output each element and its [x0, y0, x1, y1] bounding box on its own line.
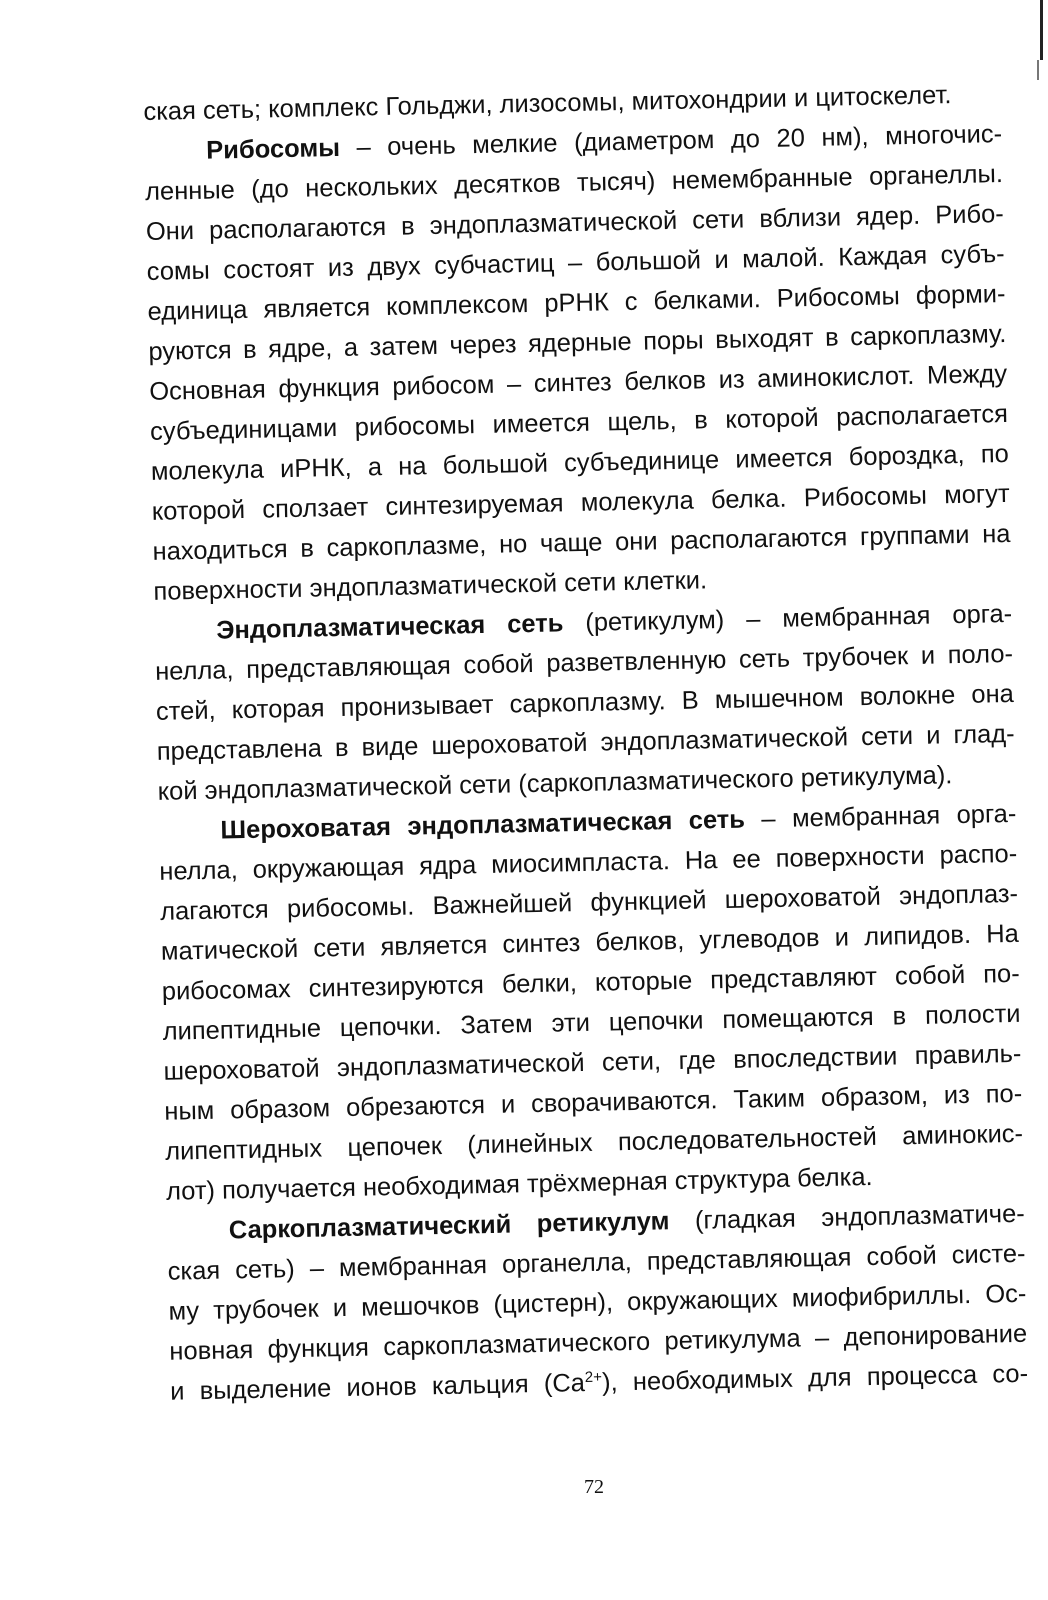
line-text: липептидные цепочки. Затем эти цепочки помещаются в полости	[162, 999, 1021, 1046]
line-text: молекула иРНК, а на большой субъединице имеется бороздка, по	[150, 439, 1010, 486]
scan-edge-mark	[1040, 0, 1043, 60]
final-line-text: и выделение ионов кальция (Ca	[169, 1369, 586, 1406]
line-text: матической сети является синтез белков, углеводов и липидов. На	[160, 919, 1020, 966]
line-text: Основная функция рибосом – синтез белков из аминокислот. Между	[148, 359, 1008, 406]
line-text: му трубочек и мешочков (цистерн), окружающих миофибриллы. Ос-	[168, 1279, 1027, 1326]
line-text: поверхности эндоплазматической сети клетки.	[153, 566, 708, 606]
line-text: ская сеть) – мембранная органелла, представляющая собой систе-	[167, 1239, 1026, 1286]
superscript-charge: 2+	[584, 1368, 603, 1387]
page-number: 72	[584, 1476, 604, 1498]
line-text: – мембранная орга-	[744, 799, 1017, 834]
line-text: единица является комплексом рРНК с белками. Рибосомы форми-	[147, 279, 1006, 326]
line-text: которой сползает синтезируемая молекула белка. Рибосомы могут	[151, 479, 1010, 526]
line-text: ным образом обрезаются и сворачиваются. Таким образом, из по-	[164, 1079, 1023, 1126]
line-text: сомы состоят из двух субчастиц – большой и малой. Каждая субъ-	[146, 239, 1005, 286]
line-text: руются в ядре, а затем через ядерные поры выходят в саркоплазму.	[148, 319, 1007, 366]
line-text: представлена в виде шероховатой эндоплазматической сети и глад-	[156, 719, 1015, 766]
scan-edge-mark	[1037, 60, 1039, 80]
bold-term: Саркоплазматический ретикулум	[228, 1207, 670, 1245]
line-text: шероховатой эндоплазматической сети, где впоследствии правиль-	[163, 1039, 1022, 1086]
line-text: ская сеть; комплекс Гольджи, лизосомы, митохондрии и цитоскелет.	[143, 81, 952, 126]
final-line-tail: ), необходимых для процесса со-	[601, 1359, 1029, 1397]
line-text: Они располагаются в эндоплазматической сети вблизи ядер. Рибо-	[145, 200, 1005, 246]
line-text: нелла, представляющая собой разветвленную сеть трубочек и поло-	[154, 639, 1014, 686]
line-text: лагаются рибосомы. Важнейшей функцией шероховатой эндоплаз-	[159, 879, 1019, 926]
bold-term: Эндоплазматическая сеть	[216, 609, 564, 645]
line-text: (гладкая эндоплазматиче-	[669, 1199, 1025, 1236]
line-text: (ретикулум) – мембранная орга-	[563, 599, 1013, 638]
line-text: стей, которая пронизывает саркоплазму. В мышечном волокне она	[155, 679, 1015, 726]
bold-term: Шероховатая эндоплазматическая сеть	[220, 805, 746, 845]
line-text: кой эндоплазматической сети (саркоплазматического ретикулума).	[157, 761, 953, 806]
line-text: липептидных цепочек (линейных последовательностей аминокис-	[164, 1119, 1024, 1166]
line-text: нелла, окружающая ядра миосимпласта. На ее поверхности распо-	[159, 839, 1018, 886]
body-text	[143, 74, 1028, 1412]
line-text: – очень мелкие (диаметром до 20 нм), многочис-	[339, 120, 1003, 162]
line-text: рибосомах синтезируются белки, которые представляют собой по-	[161, 959, 1020, 1006]
bold-term: Рибосомы	[205, 133, 341, 165]
line-text: находиться в саркоплазме, но чаще они располагаются группами на	[152, 519, 1011, 566]
line-text: субъединицами рибосомы имеется щель, в которой располагается	[149, 399, 1009, 446]
line-text: новная функция саркоплазматического ретикулума – депонирование	[169, 1319, 1028, 1366]
line-text: ленные (до нескольких десятков тысяч) немембранные органеллы.	[144, 160, 1004, 206]
line-text: лот) получается необходимая трёхмерная структура белка.	[165, 1162, 873, 1206]
